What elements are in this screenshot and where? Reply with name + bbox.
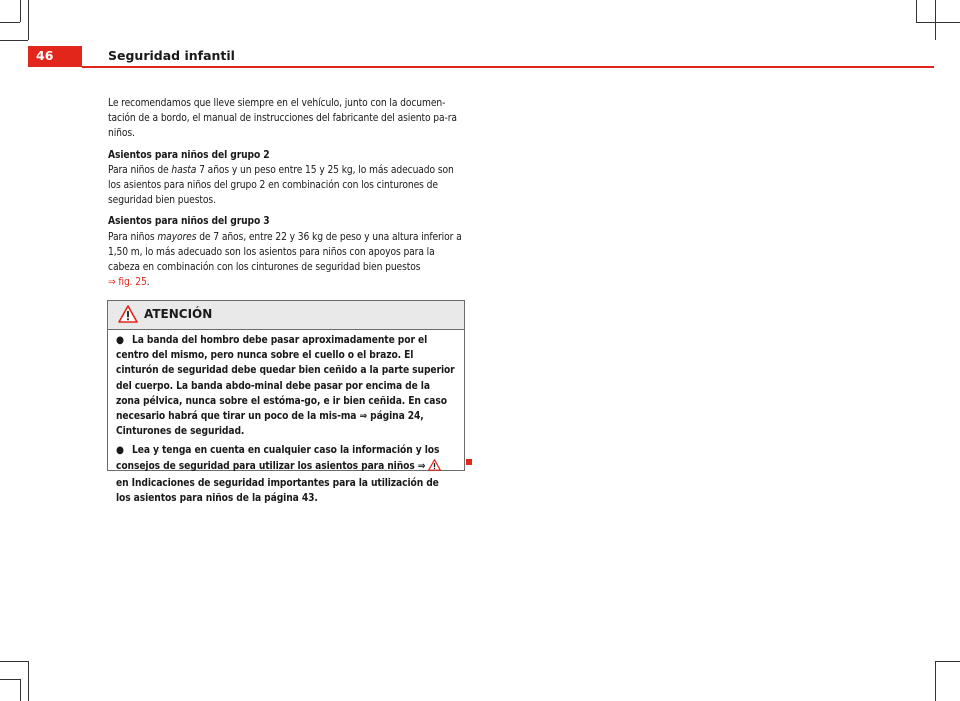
warning-triangle-icon bbox=[118, 305, 138, 327]
section-title: Seguridad infantil bbox=[108, 48, 235, 63]
warning-item bbox=[116, 443, 456, 506]
intro-paragraph: Le recomendamos que lleve siempre en el vehículo, junto con la documen-tación de a bordo, el manual de instrucciones del fabricante del asiento pa-ra niños. bbox=[108, 98, 457, 140]
group3-heading: Asientos para niños del grupo 3 bbox=[108, 216, 270, 228]
crop-mark bbox=[20, 0, 21, 22]
header-rule bbox=[82, 66, 934, 68]
warning-item-1-text: La banda del hombro debe pasar aproximadamente por el centro del mismo, pero nunca sobre el cuello o el brazo. El cinturón de seguridad debe quedar bien ceñido a la parte superior del cuerpo. La banda abdo-minal debe pasar por encima de la zona pélvica, nunca sobre el estóma-go, e ir bien ceñida. En caso necesario habrá que tirar un poco de la mis-ma ⇒ página 24, Cinturones de seguridad. bbox=[116, 335, 455, 438]
group2-heading: Asientos para niños del grupo 2 bbox=[108, 149, 270, 161]
group2-paragraph bbox=[108, 163, 468, 209]
section-end-marker bbox=[466, 459, 472, 465]
crop-mark bbox=[20, 679, 21, 701]
warning-item-2-text-a: Lea y tenga en cuenta en cualquier caso la información y los consejos de seguridad para utilizar los asientos para niños ⇒ bbox=[116, 445, 440, 472]
group2-emphasis: hasta bbox=[171, 164, 197, 176]
crop-mark bbox=[916, 22, 960, 23]
group3-end: . bbox=[146, 277, 150, 289]
warning-item bbox=[116, 333, 456, 439]
crop-mark bbox=[28, 661, 29, 701]
text-column bbox=[108, 96, 468, 296]
group3-emphasis: mayores bbox=[157, 231, 197, 243]
warning-header bbox=[108, 301, 464, 330]
bullet: ● bbox=[116, 335, 124, 346]
warning-box bbox=[107, 300, 465, 505]
warning-item-2-text-b: en Indicaciones de seguridad importantes para la utilización de los asientos para niños de la página 43. bbox=[116, 477, 439, 505]
crop-mark bbox=[0, 22, 20, 23]
group2-text-b: 7 años y un peso entre 15 y 25 kg, lo más adecuado son los asientos para niños del grupo 2 en combinación con los cinturones de seguridad bien puestos. bbox=[108, 164, 454, 207]
inline-warning-icon[interactable] bbox=[428, 459, 441, 476]
group3-text-a: Para niños bbox=[108, 231, 158, 243]
crop-mark bbox=[935, 0, 936, 40]
bullet: ● bbox=[116, 445, 124, 457]
warning-body bbox=[108, 330, 464, 506]
crop-mark bbox=[28, 0, 29, 40]
page-number: 46 bbox=[36, 48, 54, 63]
crop-mark bbox=[0, 679, 20, 680]
crop-mark bbox=[935, 661, 936, 701]
crop-mark bbox=[0, 40, 28, 41]
warning-title: ATENCIÓN bbox=[144, 307, 213, 321]
group2-text-a: Para niños de bbox=[108, 164, 172, 176]
crop-mark bbox=[916, 0, 917, 22]
crop-mark bbox=[0, 661, 28, 662]
group3-paragraph bbox=[108, 230, 468, 291]
crop-mark bbox=[935, 661, 960, 662]
figure-link[interactable]: ⇒ fig. 25 bbox=[108, 277, 147, 289]
group3-text-b: de 7 años, entre 22 y 36 kg de peso y una altura inferior a 1,50 m, lo más adecuado son los asientos para niños con apoyos para la cabeza en combinación con los cinturones de seguridad bien puestos bbox=[108, 231, 462, 274]
